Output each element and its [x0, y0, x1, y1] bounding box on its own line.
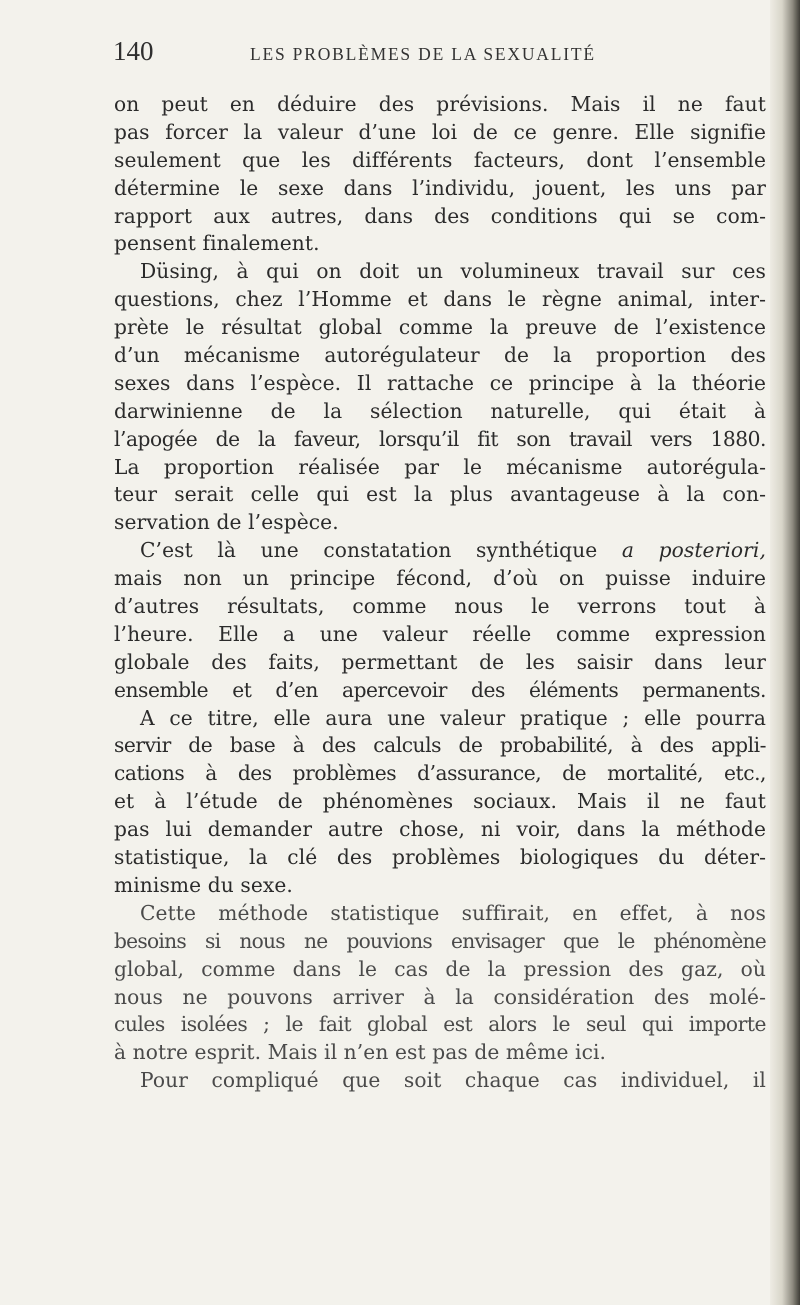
text-line: teur serait celle qui est la plus avantageuse à la con- — [114, 482, 766, 507]
text-line: mais non un principe fécond, d’où on puisse induire — [114, 566, 766, 591]
text-line: à notre esprit. Mais il n’en est pas de même ici. — [114, 1040, 607, 1065]
text-line: pensent finalement. — [114, 231, 320, 256]
page-number: 140 — [113, 36, 154, 66]
text-line: minisme du sexe. — [114, 872, 293, 897]
text-line: prète le résultat global comme la preuve de l’existence — [114, 315, 766, 340]
text-line: seulement que les différents facteurs, dont l’ensemble — [114, 147, 766, 172]
text-line: A ce titre, elle aura une valeur pratique ; elle pourra — [140, 705, 766, 730]
text-line: on peut en déduire des prévisions. Mais il ne faut — [114, 92, 766, 116]
paragraph-start-line — [114, 537, 766, 565]
text-line: d’autres résultats, comme nous le verrons tout à — [114, 594, 766, 619]
text-line: questions, chez l’Homme et dans le règne animal, inter- — [114, 287, 766, 312]
text-line: pas lui demander autre chose, ni voir, dans la méthode — [114, 817, 766, 842]
text-line: détermine le sexe dans l’individu, jouent, les uns par — [114, 175, 766, 200]
text-line: sexes dans l’espèce. Il rattache ce principe à la théorie — [114, 370, 766, 395]
text-line: servir de base à des calculs de probabilité, à des appli- — [114, 733, 766, 758]
text-line: globale des faits, permettant de les saisir dans leur — [114, 649, 766, 674]
paragraph-start-line: Cette méthode statistique suffirait, en effet, à nos — [140, 900, 766, 925]
text-line: besoins si nous ne pouvions envisager que le phénomène — [114, 928, 766, 953]
text-line: et à l’étude de phénomènes sociaux. Mais il ne faut — [114, 789, 766, 814]
text-line: global, comme dans le cas de la pression des gaz, où — [114, 956, 766, 981]
text-line: rapport aux autres, dans des conditions qui se com- — [114, 203, 766, 228]
text-line: La proportion réalisée par le mécanisme autorégula- — [114, 454, 766, 479]
text-line: l’apogée de la faveur, lorsqu’il fit son travail vers 1880. — [114, 426, 766, 451]
text-line: darwinienne de la sélection naturelle, qui était à — [114, 398, 766, 423]
text-line: l’heure. Elle a une valeur réelle comme expression — [114, 621, 766, 646]
text-line: cules isolées ; le fait global est alors le seul qui importe — [114, 1012, 766, 1037]
text-line: d’un mécanisme autorégulateur de la proportion des — [114, 343, 766, 368]
body-text — [114, 91, 766, 1095]
text-line: servation de l’espèce. — [114, 510, 339, 535]
italic-term: a posteriori, — [621, 538, 766, 563]
page-header — [113, 36, 753, 76]
text-segment: C’est là une constatation synthétique — [140, 538, 598, 563]
text-line: ensemble et d’en apercevoir des éléments permanents. — [114, 677, 766, 702]
text-line: nous ne pouvons arriver à la considération des molé- — [114, 984, 766, 1009]
page-binding-shadow — [770, 0, 800, 1305]
paragraph-start-line: Pour compliqué que soit chaque cas individuel, il — [140, 1068, 766, 1093]
text-line: pas forcer la valeur d’une loi de ce genre. Elle signifie — [114, 119, 766, 144]
running-title: LES PROBLÈMES DE LA SEXUALITÉ — [250, 44, 596, 64]
paragraph-start-line: Düsing, à qui on doit un volumineux travail sur ces — [140, 259, 766, 284]
text-line: cations à des problèmes d’assurance, de mortalité, etc., — [114, 761, 766, 786]
text-line: statistique, la clé des problèmes biologiques du déter- — [114, 845, 766, 870]
